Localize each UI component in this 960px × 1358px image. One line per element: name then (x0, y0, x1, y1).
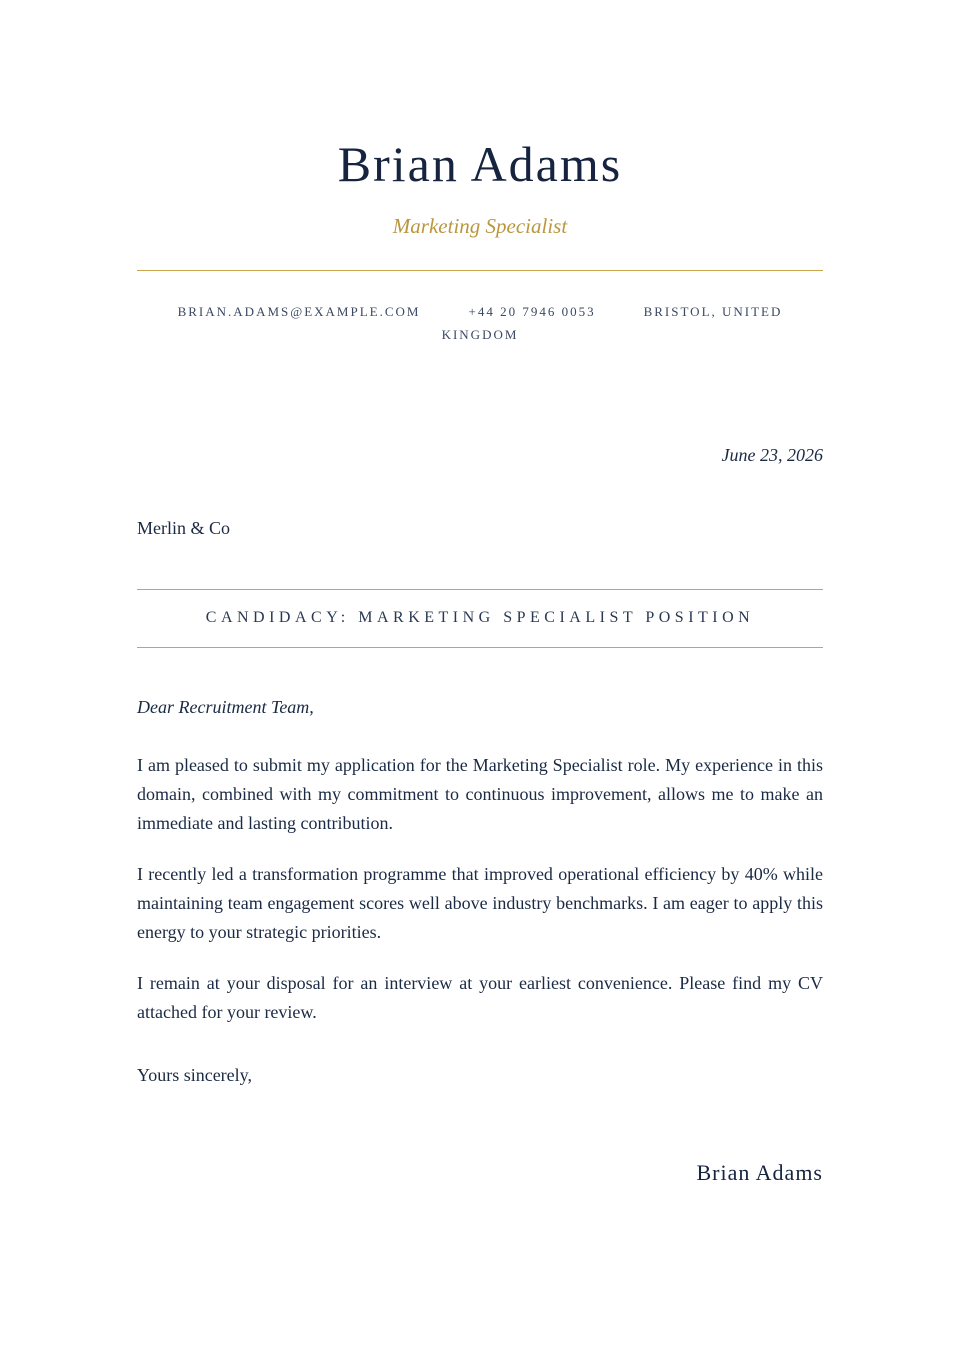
signature: Brian Adams (696, 1160, 823, 1185)
subject-divider-bottom (137, 647, 823, 648)
applicant-role: Marketing Specialist (392, 214, 568, 238)
contact-location: BRISTOL, UNITED KINGDOM (441, 304, 783, 342)
letter-closing: Yours sincerely, (137, 1065, 252, 1085)
letter-greeting: Dear Recruitment Team, (137, 697, 314, 717)
applicant-name: Brian Adams (337, 136, 623, 192)
subject-divider-top (137, 589, 823, 590)
body-paragraph: I remain at your disposal for an interview at your earliest convenience. Please find my CV attached for your review. (137, 973, 823, 1022)
contact-email: BRIAN.ADAMS@EXAMPLE.COM (177, 304, 421, 319)
letter-date: June 23, 2026 (721, 445, 823, 465)
body-paragraph: I am pleased to submit my application for the Marketing Specialist role. My experience in this domain, combined with my commitment to continuous improvement, allows me to make an immediate and lasting contribution. (137, 755, 823, 833)
letter-body (137, 751, 823, 1049)
contact-info (170, 300, 790, 346)
contact-phone: +44 20 7946 0053 (468, 304, 596, 319)
header-divider (137, 270, 823, 271)
recipient-name: Merlin & Co (137, 518, 230, 538)
body-paragraph: I recently led a transformation programme that improved operational efficiency by 40% while maintaining team engagement scores well above industry benchmarks. I am eager to apply this energy to your strategic priorities. (137, 864, 823, 942)
letter-subject: CANDIDACY: MARKETING SPECIALIST POSITION (205, 609, 755, 626)
